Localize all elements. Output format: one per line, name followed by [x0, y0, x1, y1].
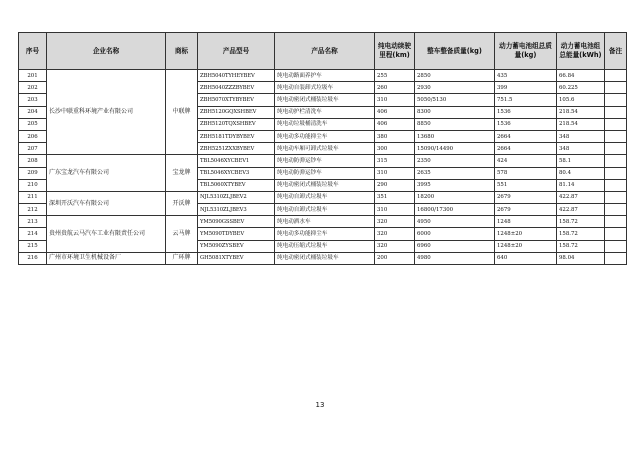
cell-product-name: 纯电动洒水车: [275, 216, 375, 228]
cell-brand: 中联牌: [166, 70, 198, 155]
header-brand: 商标: [166, 33, 198, 70]
cell-battery-energy: 158.72: [557, 240, 605, 252]
cell-range: 406: [375, 118, 415, 130]
cell-serial: 216: [19, 252, 47, 264]
cell-model: ZBH5120GQXSHBEV: [198, 106, 275, 118]
cell-battery-energy: 218.54: [557, 118, 605, 130]
cell-battery-energy: 422.87: [557, 204, 605, 216]
cell-curb-mass: 2635: [415, 167, 495, 179]
cell-remark: [605, 216, 627, 228]
cell-battery-energy: 66.84: [557, 70, 605, 82]
header-model: 产品型号: [198, 33, 275, 70]
cell-range: 255: [375, 70, 415, 82]
table-body: [19, 70, 627, 265]
cell-model: NJL5310ZLJBEV3: [198, 204, 275, 216]
cell-model: TBL5046XYCBEV3: [198, 167, 275, 179]
cell-battery-energy: 158.72: [557, 216, 605, 228]
cell-curb-mass: 2930: [415, 82, 495, 94]
cell-range: 380: [375, 130, 415, 142]
header-serial: 序号: [19, 33, 47, 70]
cell-product-name: 纯电动多功能抑尘车: [275, 130, 375, 142]
cell-range: 200: [375, 252, 415, 264]
cell-battery-energy: 98.04: [557, 252, 605, 264]
cell-product-name: 纯电动密闭式桶装垃圾车: [275, 94, 375, 106]
cell-model: ZBH5181TDYBYBEV: [198, 130, 275, 142]
cell-company: 贵州贵航云马汽车工业有限责任公司: [47, 216, 166, 253]
cell-model: TBL5046XYCBEV1: [198, 155, 275, 167]
cell-model: GH5081XTYBEV: [198, 252, 275, 264]
cell-product-name: 纯电动密闭式桶装垃圾车: [275, 252, 375, 264]
table-row: [19, 155, 627, 167]
cell-model: YM5090TDYBEV: [198, 228, 275, 240]
cell-model: YM5090ZYSBEV: [198, 240, 275, 252]
cell-product-name: 纯电动多功能抑尘车: [275, 228, 375, 240]
cell-battery-energy: 80.4: [557, 167, 605, 179]
cell-battery-energy: 60.225: [557, 82, 605, 94]
cell-range: 310: [375, 94, 415, 106]
cell-remark: [605, 167, 627, 179]
cell-serial: 207: [19, 143, 47, 155]
cell-product-name: 纯电动防弹运钞车: [275, 167, 375, 179]
cell-remark: [605, 118, 627, 130]
cell-remark: [605, 94, 627, 106]
cell-curb-mass: 6000: [415, 228, 495, 240]
cell-remark: [605, 130, 627, 142]
cell-battery-mass: 2664: [495, 143, 557, 155]
cell-company: 广州市环境卫生机械设备厂: [47, 252, 166, 264]
cell-curb-mass: 3995: [415, 179, 495, 191]
cell-product-name: 纯电动密闭式桶装垃圾车: [275, 179, 375, 191]
cell-remark: [605, 82, 627, 94]
cell-battery-energy: 422.87: [557, 191, 605, 203]
cell-battery-energy: 348: [557, 130, 605, 142]
cell-battery-mass: 751.5: [495, 94, 557, 106]
cell-range: 290: [375, 179, 415, 191]
cell-model: TBL5060XTYBEV: [198, 179, 275, 191]
cell-range: 260: [375, 82, 415, 94]
cell-remark: [605, 228, 627, 240]
cell-product-name: 纯电动自卸式垃圾车: [275, 204, 375, 216]
cell-product-name: 纯电动车厢可卸式垃圾车: [275, 143, 375, 155]
cell-serial: 210: [19, 179, 47, 191]
cell-company: 广东宝龙汽车有限公司: [47, 155, 166, 192]
cell-product-name: 纯电动压缩式垃圾车: [275, 240, 375, 252]
cell-curb-mass: 16800/17300: [415, 204, 495, 216]
cell-serial: 214: [19, 228, 47, 240]
cell-range: 351: [375, 191, 415, 203]
cell-remark: [605, 240, 627, 252]
cell-product-name: 纯电动护栏清洗车: [275, 106, 375, 118]
cell-model: ZBH5070XTYBYBEV: [198, 94, 275, 106]
cell-remark: [605, 252, 627, 264]
cell-serial: 212: [19, 204, 47, 216]
cell-battery-mass: 1536: [495, 106, 557, 118]
cell-curb-mass: 15090/14490: [415, 143, 495, 155]
header-battery-mass: 动力蓄电池组总质量(kg): [495, 33, 557, 70]
cell-range: 310: [375, 204, 415, 216]
cell-model: NJL5310ZLJBEV2: [198, 191, 275, 203]
cell-product-name: 纯电动自装卸式垃圾车: [275, 82, 375, 94]
cell-serial: 215: [19, 240, 47, 252]
cell-battery-mass: 578: [495, 167, 557, 179]
cell-serial: 213: [19, 216, 47, 228]
cell-serial: 206: [19, 130, 47, 142]
cell-product-name: 纯电动防弹运钞车: [275, 155, 375, 167]
cell-battery-mass: 424: [495, 155, 557, 167]
table-row: [19, 216, 627, 228]
cell-model: YM5090GSSBEV: [198, 216, 275, 228]
cell-range: 320: [375, 228, 415, 240]
cell-brand: 开沃牌: [166, 191, 198, 215]
cell-battery-mass: 551: [495, 179, 557, 191]
cell-battery-mass: 1248: [495, 216, 557, 228]
header-curb-mass: 整车整备质量(kg): [415, 33, 495, 70]
cell-battery-energy: 158.72: [557, 228, 605, 240]
cell-remark: [605, 70, 627, 82]
cell-battery-energy: 105.6: [557, 94, 605, 106]
cell-battery-mass: 2679: [495, 204, 557, 216]
cell-company: 深圳开沃汽车有限公司: [47, 191, 166, 215]
table-row: [19, 252, 627, 264]
cell-serial: 211: [19, 191, 47, 203]
cell-curb-mass: 18200: [415, 191, 495, 203]
cell-battery-energy: 348: [557, 143, 605, 155]
cell-battery-mass: 2664: [495, 130, 557, 142]
cell-battery-mass: 2679: [495, 191, 557, 203]
cell-battery-mass: 640: [495, 252, 557, 264]
header-company: 企业名称: [47, 33, 166, 70]
header-battery-energy: 动力蓄电池组总能量(kWh): [557, 33, 605, 70]
table-row: [19, 70, 627, 82]
cell-serial: 203: [19, 94, 47, 106]
page-number: 13: [315, 401, 325, 409]
cell-battery-energy: 81.14: [557, 179, 605, 191]
header-range: 纯电动续驶里程(km): [375, 33, 415, 70]
cell-range: 300: [375, 143, 415, 155]
cell-battery-mass: 435: [495, 70, 557, 82]
cell-remark: [605, 191, 627, 203]
cell-battery-mass: 1248±20: [495, 228, 557, 240]
cell-serial: 204: [19, 106, 47, 118]
cell-serial: 209: [19, 167, 47, 179]
cell-product-name: 纯电动自卸式垃圾车: [275, 191, 375, 203]
cell-curb-mass: 5050/5130: [415, 94, 495, 106]
cell-remark: [605, 106, 627, 118]
cell-curb-mass: 8300: [415, 106, 495, 118]
cell-battery-mass: 1248±20: [495, 240, 557, 252]
cell-curb-mass: 8850: [415, 118, 495, 130]
cell-remark: [605, 204, 627, 216]
cell-curb-mass: 2350: [415, 155, 495, 167]
cell-range: 406: [375, 106, 415, 118]
cell-remark: [605, 155, 627, 167]
cell-company: 长沙中联重科环境产业有限公司: [47, 70, 166, 155]
cell-brand: 宝龙牌: [166, 155, 198, 192]
vehicle-catalog-table-wrapper: [18, 32, 626, 265]
cell-range: 320: [375, 216, 415, 228]
cell-battery-energy: 218.54: [557, 106, 605, 118]
table-row: [19, 191, 627, 203]
header-remark: 备注: [605, 33, 627, 70]
cell-battery-energy: 58.1: [557, 155, 605, 167]
cell-remark: [605, 179, 627, 191]
cell-battery-mass: 1536: [495, 118, 557, 130]
header-product-name: 产品名称: [275, 33, 375, 70]
cell-product-name: 纯电动垃圾桶清洗车: [275, 118, 375, 130]
cell-model: ZBH5251ZXXBYBEV: [198, 143, 275, 155]
cell-curb-mass: 4980: [415, 252, 495, 264]
table-header-row: [19, 33, 627, 70]
cell-serial: 201: [19, 70, 47, 82]
cell-brand: 云马牌: [166, 216, 198, 253]
cell-range: 320: [375, 240, 415, 252]
cell-range: 310: [375, 167, 415, 179]
cell-range: 315: [375, 155, 415, 167]
cell-serial: 205: [19, 118, 47, 130]
cell-model: ZBH5040ZZZBYBEV: [198, 82, 275, 94]
cell-curb-mass: 2850: [415, 70, 495, 82]
cell-curb-mass: 6960: [415, 240, 495, 252]
cell-remark: [605, 143, 627, 155]
cell-model: ZBH5120TQXSHBEV: [198, 118, 275, 130]
vehicle-catalog-table: [18, 32, 627, 265]
cell-serial: 202: [19, 82, 47, 94]
cell-model: ZBH5040TYHEYBEV: [198, 70, 275, 82]
cell-battery-mass: 399: [495, 82, 557, 94]
cell-serial: 208: [19, 155, 47, 167]
cell-product-name: 纯电动路面养护车: [275, 70, 375, 82]
cell-curb-mass: 4950: [415, 216, 495, 228]
cell-curb-mass: 13680: [415, 130, 495, 142]
cell-brand: 广环牌: [166, 252, 198, 264]
